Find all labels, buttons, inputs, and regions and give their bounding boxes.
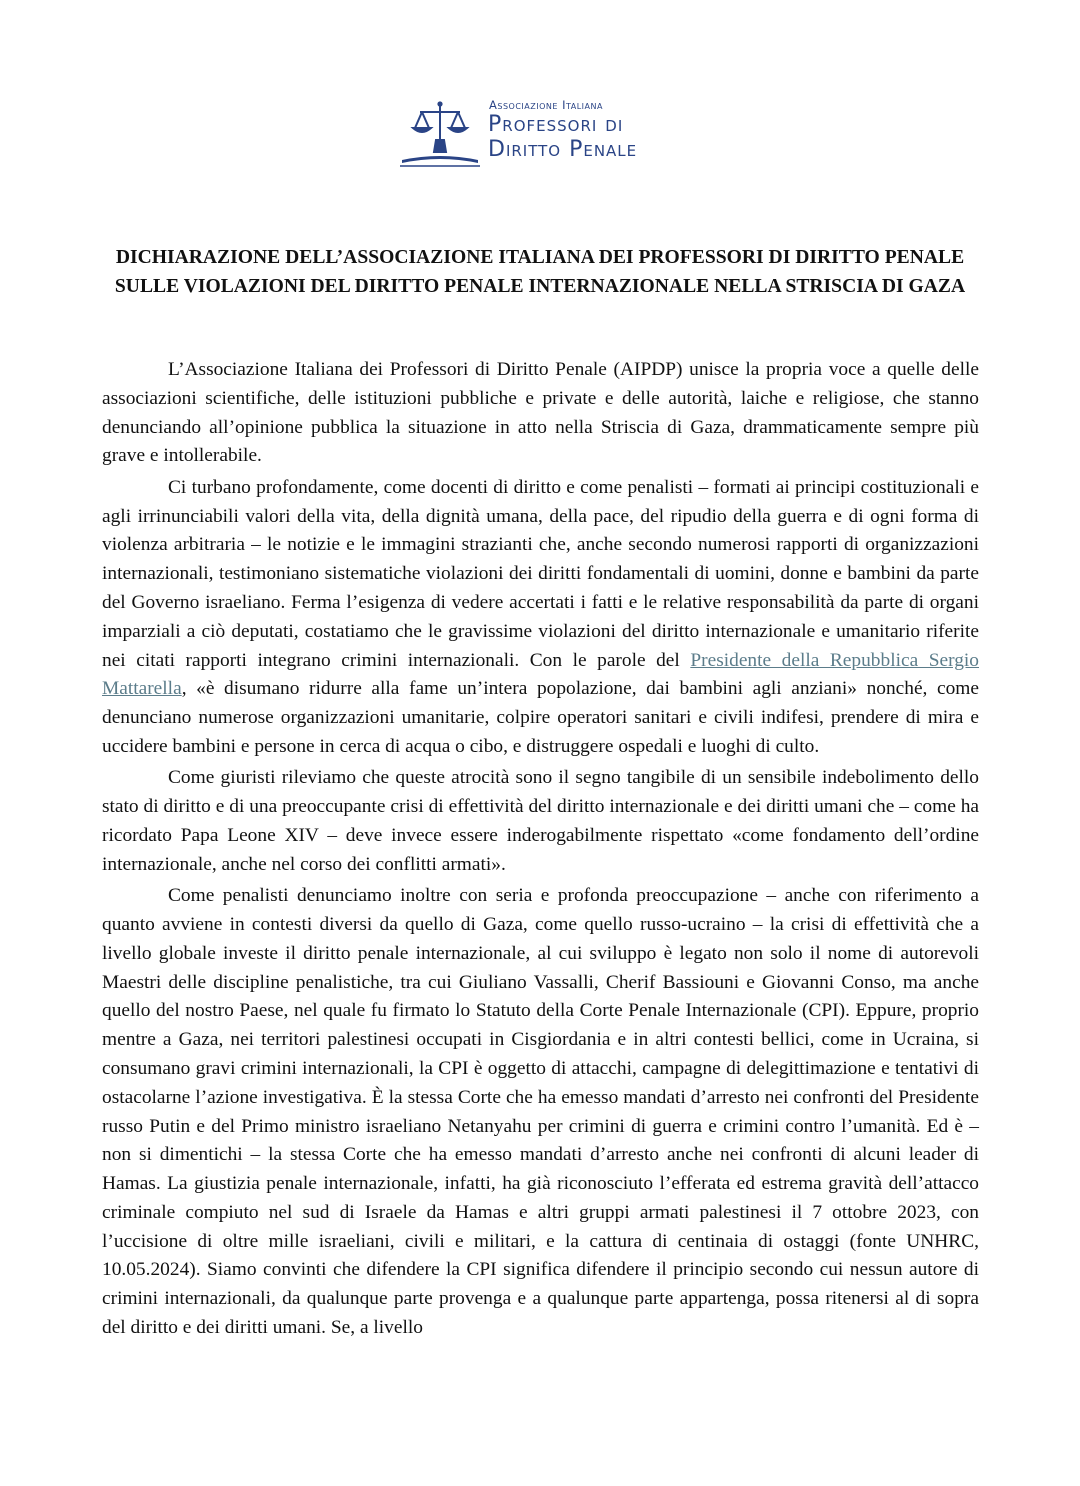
president-mattarella-link[interactable]: Presidente della Repubblica Sergio Mattarella: [102, 649, 979, 700]
paragraph-4: Come penalisti denunciamo inoltre con seria e profonda preoccupazione – anche con riferimento a quanto avviene in contesti diversi da quello di Gaza, come quello russo-ucraino – la crisi di effettività che a livello globale investe il diritto penale internazionale, al cui sviluppo è legato non solo il nome di autorevoli Maestri delle discipline penalistiche, tra cui Giuliano Vassalli, Cherif Bassiouni e Giovanni Conso, ma anche quello del nostro Paese, nel quale fu firmato lo Statuto della Corte Penale Internazionale (CPI). Eppure, proprio mentre a Gaza, nei territori palestinesi occupati in Cisgiordania e in altri contesti bellici, come in Ucraina, si consumano gravi crimini internazionali, la CPI è oggetto di attacchi, campagne di delegittimazione e tentativi di ostacolarne l’azione investigativa. È la stessa Corte che ha emesso mandati d’arresto nei confronti del Presidente russo Putin e del Primo ministro israeliano Netanyahu per crimini di guerra e crimini contro l’umanità. Ed è – non si dimentichi – la stessa Corte che ha emesso mandati d’arresto anche nei confronti di alcuni leader di Hamas. La giustizia penale internazionale, infatti, ha già riconosciuto l’efferata ed estrema gravità dell’attacco criminale compiuto nel sud di Israele da Hamas e altri gruppi armati palestinesi il 7 ottobre 2023, con l’uccisione di oltre mille israeliani, civili e militari, e la cattura di centinaia di ostaggi (fonte UNHRC, 10.05.2024). Siamo convinti che difendere la CPI significa difendere il principio secondo cui nessun autore di crimini internazionali, da qualunque parte provenga e a qualunque parte appartenga, possa ritenersi al di sopra del diritto e dei diritti umani. Se, a livello: [102, 885, 979, 1339]
scales-of-justice-icon: [398, 98, 482, 170]
document-title: DICHIARAZIONE DELL’ASSOCIAZIONE ITALIANA DEI PROFESSORI DI DIRITTO PENALE SULLE VIOLAZIONI DEL DIRITTO PENALE INTERNAZIONALE NELLA STRISCIA DI GAZA: [114, 247, 966, 297]
logo-title-line1: Professori di: [488, 112, 624, 137]
paragraph-3: Come giuristi rileviamo che queste atrocità sono il segno tangibile di un sensibile indebolimento dello stato di diritto e di una preoccupante crisi di effettività del diritto internazionale e dei diritti umani che – come ha ricordato Papa Leone XIV – deve invece essere inderogabilmente rispettato «come fondamento dell’ordine internazionale, anche nel corso dei conflitti armati».: [102, 767, 979, 875]
logo-subtitle: Associazione Italiana: [489, 98, 603, 112]
paragraph-2-text-b: , «è disumano ridurre alla fame un’intera popolazione, dai bambini agli anziani» nonché, come denunciano numerose organizzazioni umanitarie, colpire operatori sanitari e civili indifesi, prendere di mira e uccidere bambini e persone in cerca di acqua o cibo, e distruggere ospedali e luoghi di culto.: [102, 678, 979, 757]
paragraph-2-text-a: Ci turbano profondamente, come docenti di diritto e come penalisti – formati ai principi costituzionali e agli irrinunciabili valori della vita, della dignità umana, della pace, del ripudio della guerra e di ogni forma di violenza arbitraria – le notizie e le immagini strazianti che, anche secondo numerosi rapporti di organizzazioni internazionali, testimoniano sistematiche violazioni dei diritti fondamentali di uomini, donne e bambini da parte del Governo israeliano. Ferma l’esigenza di vedere accertati i fatti e le relative responsabilità da parte di organi imparziali a ciò deputati, costatiamo che le gravissime violazioni del diritto internazionale e umanitario riferite nei citati rapporti integrano crimini internazionali. Con le parole del: [102, 476, 979, 671]
document-body: [102, 356, 979, 1345]
logo-title-line2: Diritto Penale: [488, 137, 638, 162]
paragraph-1: L’Associazione Italiana dei Professori di Diritto Penale (AIPDP) unisce la propria voce a quelle delle associazioni scientifiche, delle istituzioni pubbliche e private e delle autorità, laiche e religiose, che stanno denunciando all’opinione pubblica la situazione in atto nella Striscia di Gaza, drammaticamente sempre più grave e intollerabile.: [102, 359, 979, 467]
association-logo: [398, 98, 688, 172]
paragraph-2: [102, 474, 979, 762]
